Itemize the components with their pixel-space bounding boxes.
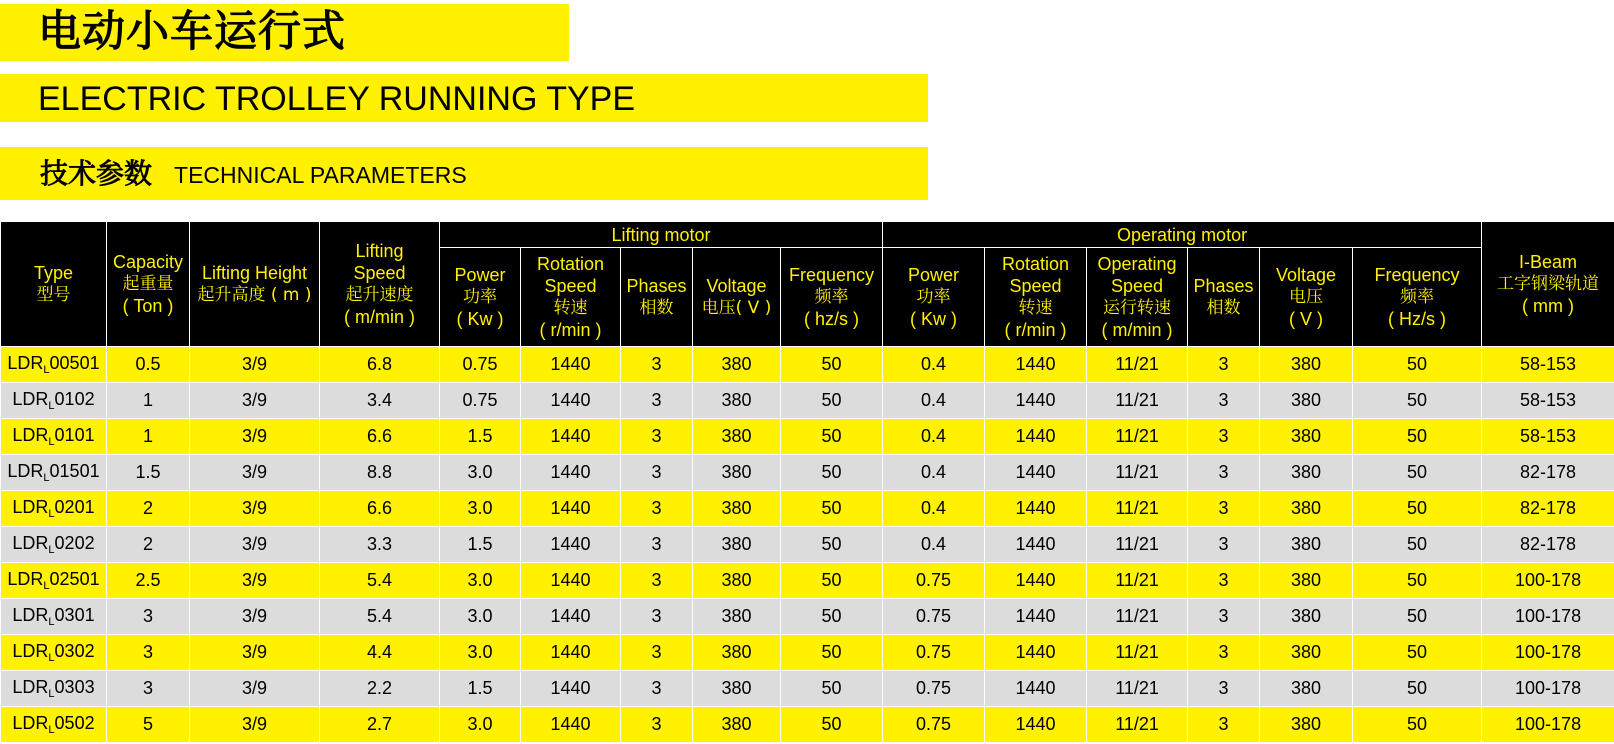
- model-subscript: L: [48, 616, 55, 628]
- cell-type: [1, 599, 107, 635]
- table-cell: 1: [107, 383, 190, 419]
- header-om-rotation-line: Speed: [1009, 276, 1062, 296]
- table-cell: 3/9: [190, 635, 320, 671]
- table-cell: 58-153: [1482, 383, 1614, 419]
- header-om-power-line: Power: [908, 265, 960, 285]
- table-cell: 100-178: [1482, 671, 1614, 707]
- header-ibeam-line: ( mm ): [1522, 296, 1575, 316]
- group-operating-motor: Operating motor: [883, 222, 1482, 248]
- cell-type: [1, 347, 107, 383]
- header-lm-phases-line: Phases: [626, 276, 687, 296]
- table-cell: 0.75: [883, 563, 985, 599]
- table-cell: 3: [621, 635, 693, 671]
- table-cell: 11/21: [1087, 671, 1188, 707]
- table-cell: 50: [781, 455, 883, 491]
- table-cell: 380: [693, 671, 781, 707]
- table-cell: 6.6: [320, 491, 440, 527]
- header-lm-power-line: 功率: [463, 287, 497, 307]
- header-type-line: Type: [33, 263, 74, 283]
- table-cell: 3/9: [190, 491, 320, 527]
- header-lm-voltage-line: 电压( V ): [701, 298, 772, 318]
- table-cell: 1440: [521, 671, 621, 707]
- table-cell: 50: [781, 599, 883, 635]
- table-cell: 0.75: [883, 671, 985, 707]
- table-cell: 0.5: [107, 347, 190, 383]
- header-lifting-speed-line: Lifting: [355, 241, 404, 261]
- header-om-phases: [1188, 248, 1260, 347]
- table-cell: 380: [1260, 635, 1353, 671]
- table-cell: 0.4: [883, 455, 985, 491]
- model-subscript: L: [48, 508, 55, 520]
- header-lifting-speed: [320, 222, 440, 347]
- table-cell: 380: [693, 419, 781, 455]
- header-lm-power: [440, 248, 521, 347]
- table-cell: 380: [1260, 455, 1353, 491]
- header-om-frequency-line: ( Hz/s ): [1388, 309, 1447, 329]
- header-lm-rotation-line: Speed: [544, 276, 597, 296]
- technical-parameters-table: [0, 221, 1614, 743]
- header-om-rotation-line: 转速: [1018, 298, 1053, 318]
- header-lm-power-line: Power: [454, 265, 506, 285]
- table-cell: 50: [1353, 491, 1482, 527]
- model-code: 0201: [54, 497, 95, 517]
- table-cell: 3/9: [190, 527, 320, 563]
- model-prefix: LDR: [12, 605, 49, 625]
- header-om-power: [883, 248, 985, 347]
- table-cell: 50: [781, 671, 883, 707]
- cell-type: [1, 455, 107, 491]
- table-cell: 3: [621, 419, 693, 455]
- table-cell: 3: [1188, 347, 1260, 383]
- table-cell: 1.5: [440, 671, 521, 707]
- table-cell: 1440: [985, 383, 1087, 419]
- table-row: [1, 671, 1614, 707]
- table-cell: 3: [621, 707, 693, 743]
- model-subscript: L: [43, 580, 50, 592]
- table-cell: 380: [1260, 383, 1353, 419]
- table-cell: 50: [1353, 671, 1482, 707]
- header-lifting-speed-line: ( m/min ): [344, 307, 415, 327]
- header-om-operating-line: 运行转速: [1103, 298, 1172, 318]
- table-cell: 1440: [985, 527, 1087, 563]
- header-om-voltage-line: Voltage: [1276, 265, 1337, 285]
- table-cell: 3/9: [190, 455, 320, 491]
- table-cell: 3.0: [440, 491, 521, 527]
- header-om-frequency-line: 频率: [1400, 287, 1435, 307]
- section-title-cn: 技术参数: [40, 157, 153, 190]
- model-prefix: LDR: [12, 533, 49, 553]
- table-cell: 3: [621, 491, 693, 527]
- table-cell: 50: [781, 419, 883, 455]
- model-subscript: L: [48, 652, 55, 664]
- header-om-rotation-line: Rotation: [1002, 254, 1070, 274]
- header-ibeam-line: I-Beam: [1519, 252, 1578, 272]
- table-cell: 11/21: [1087, 599, 1188, 635]
- table-cell: 380: [1260, 563, 1353, 599]
- table-cell: 380: [693, 635, 781, 671]
- table-cell: 1440: [521, 491, 621, 527]
- cell-type: [1, 419, 107, 455]
- header-om-voltage: [1260, 248, 1353, 347]
- header-om-frequency-line: Frequency: [1374, 265, 1460, 285]
- table-cell: 82-178: [1482, 455, 1614, 491]
- header-lifting-height-line: Lifting Height: [201, 263, 308, 283]
- model-code: 01501: [49, 461, 100, 481]
- header-lifting-speed-line: Speed: [353, 263, 406, 283]
- table-cell: 50: [781, 491, 883, 527]
- table-cell: 3: [621, 455, 693, 491]
- table-cell: 82-178: [1482, 527, 1614, 563]
- table-cell: 3.0: [440, 599, 521, 635]
- table-cell: 100-178: [1482, 563, 1614, 599]
- table-cell: 50: [781, 383, 883, 419]
- model-prefix: LDR: [12, 677, 49, 697]
- table-cell: 3: [621, 383, 693, 419]
- table-cell: 3: [1188, 491, 1260, 527]
- table-row: [1, 491, 1614, 527]
- table-cell: 2.5: [107, 563, 190, 599]
- table-cell: 3: [1188, 599, 1260, 635]
- table-cell: 1440: [521, 455, 621, 491]
- table-cell: 11/21: [1087, 563, 1188, 599]
- table-cell: 3.0: [440, 635, 521, 671]
- model-subscript: L: [43, 472, 50, 484]
- header-om-operating-line: Operating: [1097, 254, 1177, 274]
- table-cell: 5: [107, 707, 190, 743]
- model-prefix: LDR: [12, 713, 49, 733]
- table-cell: 380: [693, 383, 781, 419]
- model-subscript: L: [48, 688, 55, 700]
- table-cell: 3.3: [320, 527, 440, 563]
- table-cell: 11/21: [1087, 419, 1188, 455]
- table-cell: 11/21: [1087, 527, 1188, 563]
- table-cell: 4.4: [320, 635, 440, 671]
- table-cell: 50: [1353, 563, 1482, 599]
- header-lm-voltage: [693, 248, 781, 347]
- header-om-rotation: [985, 248, 1087, 347]
- table-row: [1, 707, 1614, 743]
- table-cell: 11/21: [1087, 383, 1188, 419]
- model-code: 0303: [54, 677, 95, 697]
- header-om-phases-line: Phases: [1193, 276, 1254, 296]
- header-om-power-line: ( Kw ): [910, 309, 958, 329]
- header-lm-rotation: [521, 248, 621, 347]
- table-cell: 1440: [521, 347, 621, 383]
- table-cell: 3: [107, 635, 190, 671]
- table-cell: 3/9: [190, 419, 320, 455]
- table-cell: 1440: [521, 419, 621, 455]
- model-code: 0301: [54, 605, 95, 625]
- table-cell: 380: [693, 599, 781, 635]
- table-cell: 3: [1188, 563, 1260, 599]
- table-cell: 1440: [521, 563, 621, 599]
- table-cell: 3.0: [440, 563, 521, 599]
- table-cell: 2.7: [320, 707, 440, 743]
- table-cell: 3/9: [190, 599, 320, 635]
- table-cell: 380: [1260, 599, 1353, 635]
- table-cell: 50: [1353, 599, 1482, 635]
- table-cell: 3: [621, 527, 693, 563]
- model-subscript: L: [48, 724, 55, 736]
- table-cell: 50: [1353, 383, 1482, 419]
- table-row: [1, 347, 1614, 383]
- cell-type: [1, 527, 107, 563]
- header-om-frequency: [1353, 248, 1482, 347]
- table-row: [1, 635, 1614, 671]
- table-cell: 3: [1188, 383, 1260, 419]
- table-cell: 1440: [521, 383, 621, 419]
- table-cell: 380: [693, 707, 781, 743]
- model-prefix: LDR: [7, 461, 44, 481]
- table-cell: 3: [621, 563, 693, 599]
- header-lifting-height: [190, 222, 320, 347]
- table-cell: 11/21: [1087, 455, 1188, 491]
- table-cell: 100-178: [1482, 707, 1614, 743]
- table-cell: 3: [1188, 671, 1260, 707]
- model-code: 0101: [54, 425, 95, 445]
- table-cell: 3: [621, 671, 693, 707]
- table-cell: 0.75: [883, 599, 985, 635]
- header-ibeam-line: 工字钢梁轨道: [1497, 274, 1600, 294]
- table-cell: 1440: [985, 707, 1087, 743]
- header-lm-rotation-line: Rotation: [536, 254, 605, 274]
- table-cell: 3: [621, 599, 693, 635]
- table-cell: 0.75: [883, 635, 985, 671]
- header-lm-frequency: [781, 248, 883, 347]
- header-lm-rotation-line: ( r/min ): [539, 320, 602, 340]
- table-cell: 380: [693, 491, 781, 527]
- table-cell: 50: [1353, 527, 1482, 563]
- model-prefix: LDR: [7, 569, 44, 589]
- table-cell: 1440: [985, 671, 1087, 707]
- model-code: 0102: [54, 389, 95, 409]
- table-cell: 1440: [985, 599, 1087, 635]
- cell-type: [1, 671, 107, 707]
- group-lifting-motor: Lifting motor: [440, 222, 883, 248]
- model-subscript: L: [48, 436, 55, 448]
- title-cn: 电动小车运行式: [38, 7, 346, 57]
- cell-type: [1, 563, 107, 599]
- model-subscript: L: [43, 364, 50, 376]
- table-cell: 0.4: [883, 419, 985, 455]
- table-cell: 0.4: [883, 347, 985, 383]
- header-om-phases-line: 相数: [1206, 298, 1241, 318]
- header-om-rotation-line: ( r/min ): [1004, 320, 1067, 340]
- table-cell: 50: [1353, 707, 1482, 743]
- table-cell: 1.5: [440, 419, 521, 455]
- table-cell: 50: [1353, 419, 1482, 455]
- model-subscript: L: [48, 400, 55, 412]
- header-om-power-line: 功率: [916, 287, 951, 307]
- table-row: [1, 383, 1614, 419]
- table-row: [1, 563, 1614, 599]
- table-cell: 1440: [985, 491, 1087, 527]
- header-capacity-line: ( Ton ): [122, 296, 174, 316]
- table-cell: 1440: [985, 419, 1087, 455]
- header-om-operating-line: ( m/min ): [1101, 320, 1173, 340]
- table-cell: 380: [693, 563, 781, 599]
- table-cell: 0.75: [440, 347, 521, 383]
- cell-type: [1, 635, 107, 671]
- table-cell: 11/21: [1087, 347, 1188, 383]
- table-cell: 2: [107, 527, 190, 563]
- header-lm-phases-line: 相数: [639, 298, 674, 318]
- table-cell: 50: [781, 347, 883, 383]
- model-prefix: LDR: [12, 389, 49, 409]
- table-cell: 1440: [985, 455, 1087, 491]
- model-prefix: LDR: [12, 425, 49, 445]
- table-cell: 3/9: [190, 707, 320, 743]
- header-capacity-line: Capacity: [112, 252, 184, 272]
- table-cell: 50: [1353, 347, 1482, 383]
- table-cell: 3: [621, 347, 693, 383]
- table-cell: 1: [107, 419, 190, 455]
- model-code: 0502: [54, 713, 95, 733]
- model-subscript: L: [48, 544, 55, 556]
- table-cell: 50: [1353, 635, 1482, 671]
- title-cn-banner: [0, 4, 569, 61]
- table-cell: 3: [1188, 707, 1260, 743]
- table-cell: 380: [693, 347, 781, 383]
- table-cell: 11/21: [1087, 491, 1188, 527]
- table-cell: 380: [1260, 491, 1353, 527]
- header-lm-voltage-line: Voltage: [706, 276, 767, 296]
- table-cell: 3: [107, 599, 190, 635]
- table-cell: 0.75: [440, 383, 521, 419]
- cell-type: [1, 491, 107, 527]
- table-cell: 0.75: [883, 707, 985, 743]
- table-row: [1, 527, 1614, 563]
- table-cell: 50: [781, 563, 883, 599]
- table-cell: 3: [107, 671, 190, 707]
- table-cell: 3: [1188, 527, 1260, 563]
- header-lm-frequency-line: ( hz/s ): [804, 309, 860, 329]
- table-cell: 1.5: [107, 455, 190, 491]
- header-lm-frequency-line: 频率: [814, 287, 849, 307]
- cell-type: [1, 383, 107, 419]
- table-cell: 6.8: [320, 347, 440, 383]
- table-cell: 100-178: [1482, 635, 1614, 671]
- header-lifting-speed-line: 起升速度: [345, 285, 414, 305]
- table-cell: 0.4: [883, 527, 985, 563]
- table-cell: 380: [1260, 707, 1353, 743]
- table-cell: 1440: [521, 527, 621, 563]
- table-cell: 1440: [521, 635, 621, 671]
- table-cell: 50: [781, 527, 883, 563]
- table-cell: 380: [1260, 419, 1353, 455]
- header-lm-phases: [621, 248, 693, 347]
- section-title-en: TECHNICAL PARAMETERS: [174, 162, 467, 188]
- table-cell: 2.2: [320, 671, 440, 707]
- model-code: 0202: [54, 533, 95, 553]
- table-cell: 1440: [985, 347, 1087, 383]
- table-cell: 50: [781, 707, 883, 743]
- table-cell: 1440: [521, 599, 621, 635]
- section-banner: [0, 147, 928, 200]
- header-type-line: 型号: [36, 285, 71, 305]
- table-cell: 58-153: [1482, 347, 1614, 383]
- table-cell: 1440: [521, 707, 621, 743]
- model-code: 0302: [54, 641, 95, 661]
- table-cell: 11/21: [1087, 707, 1188, 743]
- table-cell: 380: [693, 527, 781, 563]
- table-cell: 11/21: [1087, 635, 1188, 671]
- table-cell: 3.0: [440, 455, 521, 491]
- header-om-operating-line: Speed: [1111, 276, 1164, 296]
- header-om-voltage-line: 电压: [1289, 287, 1324, 307]
- table-cell: 8.8: [320, 455, 440, 491]
- title-en: ELECTRIC TROLLEY RUNNING TYPE: [38, 80, 636, 118]
- table-cell: 380: [1260, 527, 1353, 563]
- table-cell: 380: [693, 455, 781, 491]
- table-cell: 380: [1260, 347, 1353, 383]
- header-lifting-height-line: 起升高度 ( m ): [197, 285, 312, 305]
- table-cell: 380: [1260, 671, 1353, 707]
- table-cell: 82-178: [1482, 491, 1614, 527]
- header-om-voltage-line: ( V ): [1289, 309, 1324, 329]
- table-row: [1, 455, 1614, 491]
- table-cell: 1440: [985, 635, 1087, 671]
- model-prefix: LDR: [12, 497, 49, 517]
- header-capacity: [107, 222, 190, 347]
- table-cell: 1440: [985, 563, 1087, 599]
- table-cell: 3.0: [440, 707, 521, 743]
- table-cell: 0.4: [883, 491, 985, 527]
- table-cell: 3: [1188, 455, 1260, 491]
- table-cell: 6.6: [320, 419, 440, 455]
- table-cell: 100-178: [1482, 599, 1614, 635]
- header-capacity-line: 起重量: [122, 274, 174, 294]
- table-cell: 50: [781, 635, 883, 671]
- table-cell: 3/9: [190, 563, 320, 599]
- cell-type: [1, 707, 107, 743]
- table-cell: 3/9: [190, 671, 320, 707]
- table-cell: 3/9: [190, 383, 320, 419]
- title-en-banner: [0, 74, 928, 122]
- table-cell: 1.5: [440, 527, 521, 563]
- table-cell: 3/9: [190, 347, 320, 383]
- table-cell: 3.4: [320, 383, 440, 419]
- header-lm-rotation-line: 转速: [553, 298, 588, 318]
- table-cell: 0.4: [883, 383, 985, 419]
- model-prefix: LDR: [7, 353, 44, 373]
- model-prefix: LDR: [12, 641, 49, 661]
- table-cell: 5.4: [320, 599, 440, 635]
- table-cell: 58-153: [1482, 419, 1614, 455]
- table-cell: 50: [1353, 455, 1482, 491]
- table-cell: 3: [1188, 419, 1260, 455]
- table-cell: 5.4: [320, 563, 440, 599]
- header-om-operating: [1087, 248, 1188, 347]
- table-cell: 3: [1188, 635, 1260, 671]
- header-lm-power-line: ( Kw ): [456, 309, 504, 329]
- header-ibeam: [1482, 222, 1614, 347]
- table-cell: 2: [107, 491, 190, 527]
- header-type: [1, 222, 107, 347]
- model-code: 02501: [49, 569, 100, 589]
- table-row: [1, 419, 1614, 455]
- model-code: 00501: [49, 353, 100, 373]
- table-row: [1, 599, 1614, 635]
- header-lm-frequency-line: Frequency: [789, 265, 875, 285]
